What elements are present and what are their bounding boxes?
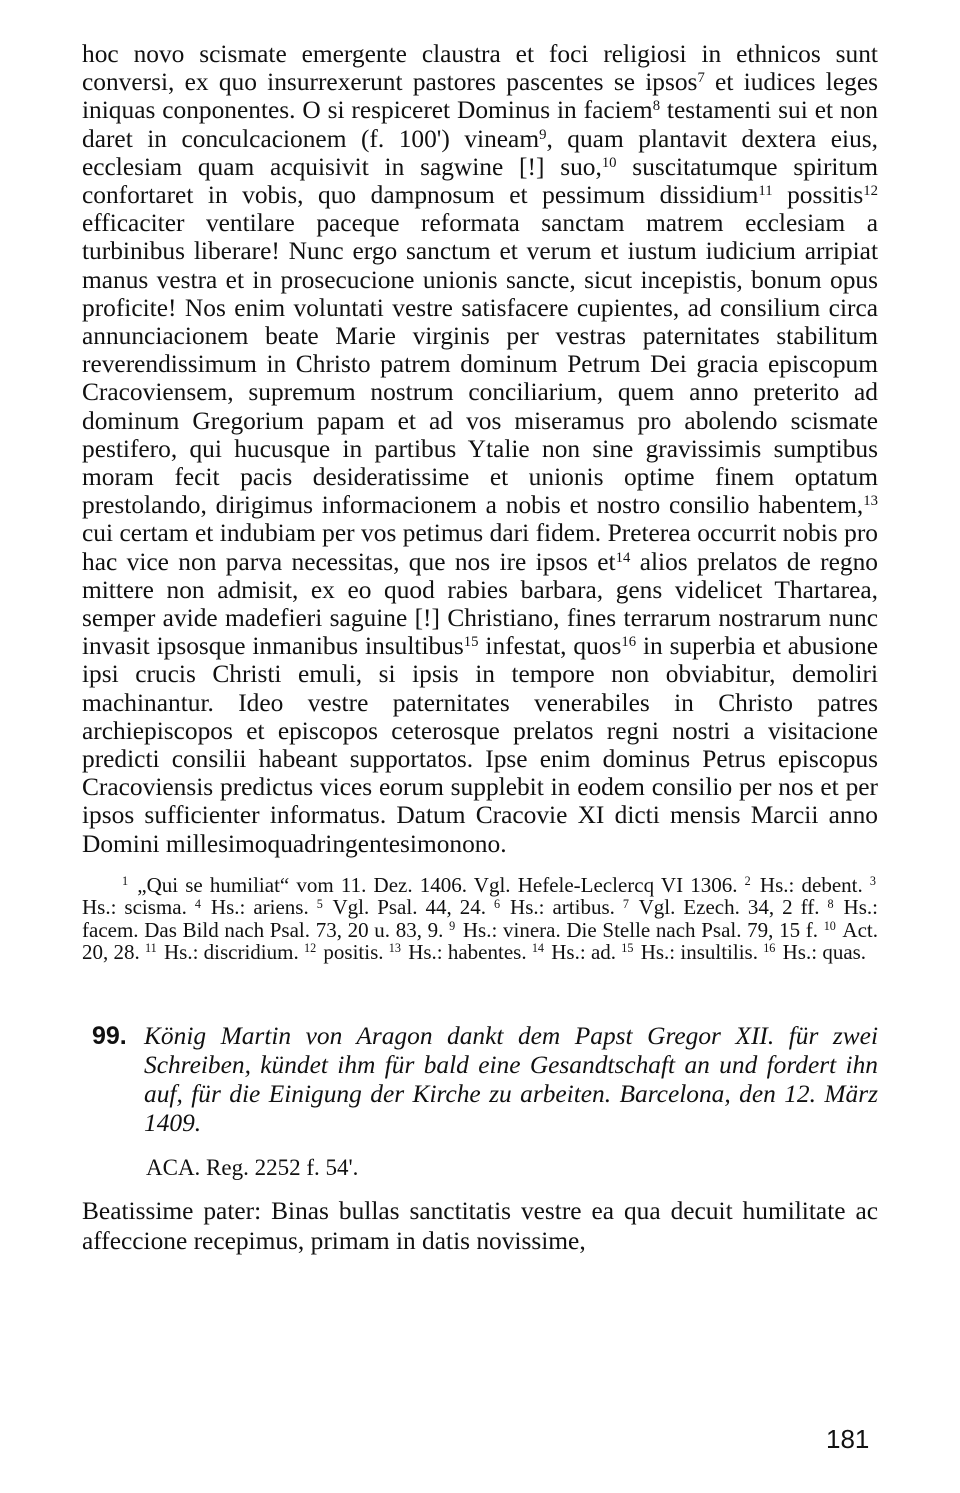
- text-segment: cui certam et indubiam per vos petimus dari fidem. Preterea occurrit nobis pro hac vice non parva necessitas, que nos ire ipsos et: [82, 519, 878, 576]
- footnote-text: Act. 20, 28.: [82, 917, 878, 965]
- text-segment: et iudices leges iniquas conponentes. O si respiceret Dominus in faciem: [82, 68, 878, 125]
- page-content: [82, 40, 878, 1281]
- footnote-text: Hs.: ariens.: [202, 895, 317, 920]
- footnote-text: Hs.: quas.: [777, 940, 867, 965]
- document-number: 99.: [92, 1021, 127, 1050]
- footnote-text: Hs.: insultilis.: [635, 940, 764, 965]
- footnote-text: Hs.: ad.: [546, 940, 622, 965]
- footnote-ref: 16: [621, 634, 637, 651]
- footnote-text: Hs.: debent.: [752, 872, 870, 897]
- footnote-number: 15: [621, 941, 634, 956]
- footnote-ref: 14: [615, 549, 631, 566]
- text-segment: possitis: [772, 181, 864, 210]
- footnote-ref: 12: [863, 182, 878, 199]
- footnote-text: „Qui se humiliat“ vom 11. Dez. 1406. Vgl. Hefele-Leclercq VI 1306.: [130, 872, 745, 897]
- footnote-text: Hs.: discridium.: [158, 940, 304, 965]
- document-incipit-text: Beatissime pater: Binas bullas sanctitatis vestre ea qua decuit humilitate ac affeccione recepimus, primam in datis novissime,: [82, 1196, 878, 1255]
- footnote-text: Hs.: artibus.: [502, 895, 623, 920]
- main-text-paragraph: [82, 40, 878, 858]
- archive-source-reference: ACA. Reg. 2252 f. 54'.: [146, 1154, 359, 1180]
- footnote-number: 16: [763, 941, 776, 956]
- footnote-number: 5: [316, 896, 323, 911]
- footnote-number: 14: [531, 941, 545, 956]
- footnote-text: Hs.: facem. Das Bild nach Psal. 73, 20 u. 83, 9.: [82, 895, 878, 942]
- text-segment: in superbia et abusione ipsi crucis Christi emuli, si ipsis in tempore non obviabitur, demoliri machinantur. Ideo vestre paternitates venerabiles in Christo patres archiepiscopos et episcopos ceterosque prelatos regni nostri a visitacione predicti consilii habeant supportatos. Ipse enim dominus Petrus episcopus Cracoviensis predictus vices eorum supplebit in eodem consilio per nos et per ipsos sufficienter informatus. Datum Cracovie XI dicti mensis Marcii anno Domini millesimoquadringentesimonono.: [82, 632, 878, 858]
- footnote-ref: 7: [697, 70, 705, 87]
- text-segment: alios prelatos de regno mittere non admisit, ex eo quod rabies barbara, gens videlicet Thartarea, semper avide madefieri saguine [!] Christiano, fines terrarum nostrarum nunc invasit ipsosque inmanibus insultibus: [82, 547, 878, 661]
- footnote-text: Vgl. Ezech. 34, 2 ff.: [630, 895, 828, 920]
- footnote-number: 12: [303, 941, 317, 956]
- footnote-number: 13: [388, 941, 401, 956]
- footnote-text: Hs.: habentes.: [402, 940, 532, 965]
- text-segment: efficaciter ventilare paceque reformata sanctam matrem ecclesiam a turbinibus liberare! Nunc ergo sanctum et verum et iustum iudicium arripiat manus vestra et in prosecucione unionis sancte, sicut incepistis, bonum opus proficite! Nos enim voluntati vestre satisfacere cupientes, ad consilium circa annunciacionem beate Marie virginis per vestras paternitates stabilitum reverendissimum in Christo patrem dominum Petrum Dei gracia episcopum Cracoviensem, supremum nostrum conciliarium, quem anno preterito ad dominum Gregorium papam et ad vos miseramus pro abolendo scismate pestifero, qui hucusque in partibus Ytalie non sine gravissimis sumptibus moram fecit pacis desideratissime et unionis optime finem optatum prestolando, dirigimus informacionem a nobis et nostro consilio habentem,: [82, 209, 878, 520]
- footnote-ref: 10: [601, 154, 617, 171]
- footnotes: [82, 874, 878, 964]
- page-number: 181: [826, 1424, 870, 1454]
- document-heading: [82, 1022, 878, 1138]
- footnote-number: 1: [122, 874, 129, 889]
- footnote-number: 11: [145, 941, 157, 956]
- footnote-ref: 9: [539, 126, 547, 143]
- footnote-ref: 11: [758, 182, 773, 199]
- footnote-ref: 8: [652, 98, 661, 115]
- footnote-ref: 13: [863, 493, 878, 510]
- footnote-number: 2: [744, 874, 751, 889]
- footnote-text: Hs.: vinera. Die Stelle nach Psal. 79, 15 f.: [457, 917, 824, 942]
- footnote-ref: 15: [463, 634, 479, 651]
- document-regest-title: König Martin von Aragon dankt dem Papst Gregor XII. für zwei Schreiben, kündet ihm für bald eine Gesandtschaft an und fordert ihn auf, für die Einigung der Kirche zu arbeiten. Barcelona, den 12. März 1409.: [144, 1021, 878, 1137]
- text-segment: , quam plantavit dextera eius, ecclesiam quam acquisivit in sagwine [!] suo,: [82, 124, 879, 181]
- footnote-number: 9: [449, 919, 456, 934]
- footnote-number: 4: [194, 896, 201, 911]
- text-segment: hoc novo scismate emergente claustra et foci religiosi in ethnicos sunt conversi, ex quo insurrexerunt pastores pascentes se ipsos: [82, 40, 878, 97]
- footnote-text: positis.: [318, 940, 389, 965]
- footnote-text: Hs.: scisma.: [82, 895, 195, 920]
- footnote-number: 6: [493, 896, 501, 911]
- footnote-text: Vgl. Psal. 44, 24.: [324, 895, 494, 920]
- footnote-number: 7: [622, 896, 629, 911]
- text-segment: infestat, quos: [478, 632, 622, 661]
- footnote-number: 10: [823, 919, 836, 934]
- footnote-number: 3: [869, 874, 876, 889]
- text-segment: testamenti sui et non daret in conculcacionem (f. 100') vineam: [82, 96, 878, 153]
- footnote-number: 8: [827, 896, 834, 911]
- text-segment: suscitatumque spiritum confortaret in vobis, quo dampnosum et pessimum dissidium: [82, 152, 878, 210]
